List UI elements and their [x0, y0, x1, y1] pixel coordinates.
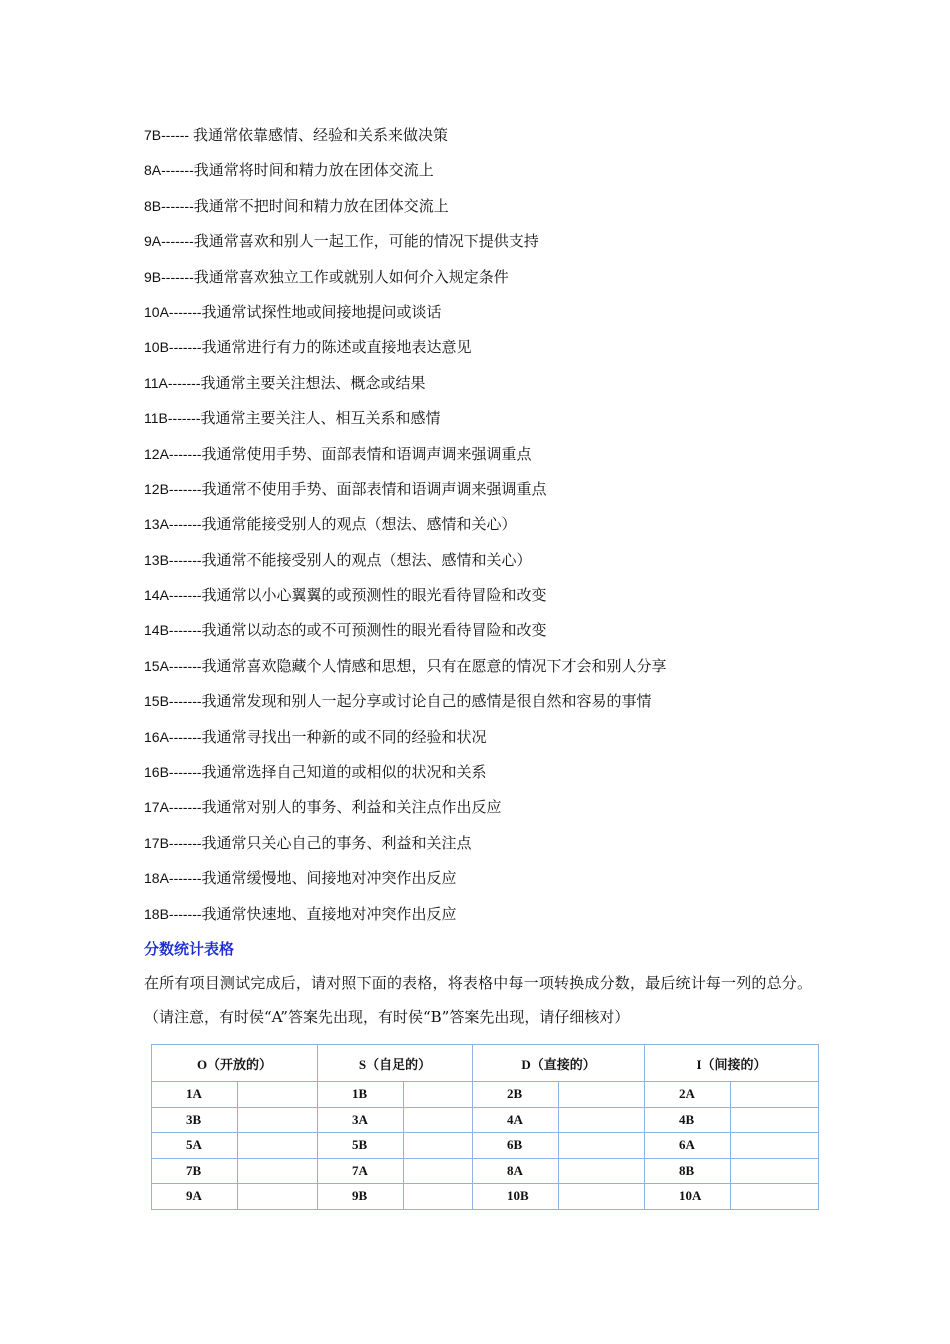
- statement-code: 17B-------: [144, 834, 202, 851]
- item-code-cell: 3B: [152, 1107, 238, 1133]
- column-header-o: O（开放的）: [152, 1045, 318, 1082]
- statement-code: 8B-------: [144, 197, 194, 214]
- statement-item: [144, 295, 824, 330]
- statement-list: [144, 118, 824, 932]
- statement-text: 我通常快速地、直接地对冲突作出反应: [201, 904, 457, 923]
- score-input-cell[interactable]: [238, 1107, 318, 1133]
- score-input-cell[interactable]: [238, 1158, 318, 1184]
- score-input-cell[interactable]: [238, 1184, 318, 1210]
- score-input-cell[interactable]: [404, 1082, 473, 1108]
- item-code-cell: 6A: [645, 1133, 731, 1159]
- statement-text: 我通常将时间和精力放在团体交流上: [193, 161, 434, 180]
- statement-text: 我通常只关心自己的事务、利益和关注点: [201, 833, 472, 852]
- statement-text: 我通常不把时间和精力放在团体交流上: [193, 196, 449, 215]
- statement-item: [144, 543, 824, 578]
- item-code-cell: 5A: [152, 1133, 238, 1159]
- statement-item: [144, 578, 824, 613]
- score-input-cell[interactable]: [559, 1158, 645, 1184]
- statement-text: 我通常依靠感情、经验和关系来做决策: [193, 126, 449, 144]
- statement-item: [144, 897, 824, 932]
- table-row: [152, 1107, 819, 1133]
- statement-text: 我通常寻找出一种新的或不同的经验和状况: [201, 727, 487, 746]
- score-input-cell[interactable]: [559, 1107, 645, 1133]
- table-row: [152, 1082, 819, 1108]
- statement-code: 13A-------: [144, 516, 202, 533]
- statement-text: 我通常对别人的事务、利益和关注点作出反应: [201, 798, 502, 817]
- statement-text: 我通常缓慢地、间接地对冲突作出反应: [201, 869, 457, 888]
- statement-item: [144, 720, 824, 755]
- score-input-cell[interactable]: [238, 1082, 318, 1108]
- statement-item: [144, 790, 824, 825]
- statement-code: 11A-------: [144, 374, 201, 391]
- statement-code: 10A-------: [144, 303, 202, 320]
- statement-item: [144, 649, 824, 684]
- statement-text: 我通常进行有力的陈述或直接地表达意见: [201, 338, 472, 357]
- statement-item: [144, 613, 824, 648]
- statement-text: 我通常主要关注想法、概念或结果: [200, 373, 426, 392]
- statement-code: 11B-------: [144, 410, 201, 427]
- statement-code: 12A-------: [144, 445, 202, 462]
- statement-text: 我通常以小心翼翼的或预测性的眼光看待冒险和改变: [201, 586, 547, 605]
- document-body: [144, 118, 824, 1034]
- item-code-cell: 2A: [645, 1082, 731, 1108]
- score-input-cell[interactable]: [559, 1082, 645, 1108]
- item-code-cell: 6B: [473, 1133, 559, 1159]
- statement-code: 14A-------: [144, 587, 202, 604]
- item-code-cell: 5B: [318, 1133, 404, 1159]
- score-input-cell[interactable]: [238, 1133, 318, 1159]
- statement-item: [144, 189, 824, 224]
- statement-text: 我通常不使用手势、面部表情和语调声调来强调重点: [201, 479, 547, 498]
- score-input-cell[interactable]: [404, 1158, 473, 1184]
- item-code-cell: 8A: [473, 1158, 559, 1184]
- column-header-i: I（间接的）: [645, 1045, 819, 1082]
- statement-item: [144, 826, 824, 861]
- score-input-cell[interactable]: [404, 1184, 473, 1210]
- statement-item: [144, 755, 824, 790]
- statement-code: 12B-------: [144, 480, 202, 497]
- instruction-paragraph: 在所有项目测试完成后，请对照下面的表格，将表格中每一项转换成分数，最后统计每一列的总分。（请注意，有时侯“A”答案先出现，有时侯“B”答案先出现，请仔细核对）: [144, 973, 812, 1026]
- item-code-cell: 9A: [152, 1184, 238, 1210]
- statement-text: 我通常发现和别人一起分享或讨论自己的感情是很自然和容易的事情: [201, 692, 652, 711]
- statement-text: 我通常主要关注人、相互关系和感情: [200, 409, 441, 428]
- score-input-cell[interactable]: [731, 1184, 819, 1210]
- statement-code: 15B-------: [144, 693, 202, 710]
- item-code-cell: 1B: [318, 1082, 404, 1108]
- table-header-row: [152, 1045, 819, 1082]
- statement-item: [144, 330, 824, 365]
- section-title: 分数统计表格: [144, 939, 235, 958]
- statement-code: 18B-------: [144, 905, 202, 922]
- item-code-cell: 2B: [473, 1082, 559, 1108]
- score-input-cell[interactable]: [559, 1184, 645, 1210]
- column-header-d: D（直接的）: [473, 1045, 645, 1082]
- statement-code: 16B-------: [144, 764, 202, 781]
- item-code-cell: 7A: [318, 1158, 404, 1184]
- statement-text: 我通常试探性地或间接地提问或谈话: [201, 302, 442, 321]
- score-input-cell[interactable]: [404, 1133, 473, 1159]
- statement-code: 8A-------: [144, 162, 194, 179]
- statement-text: 我通常选择自己知道的或相似的状况和关系: [201, 763, 487, 782]
- statement-item: [144, 507, 824, 542]
- table-row: [152, 1158, 819, 1184]
- statement-code: 7B------: [144, 127, 193, 143]
- table-row: [152, 1184, 819, 1210]
- statement-item: [144, 118, 824, 153]
- score-table: [151, 1044, 819, 1210]
- item-code-cell: 10A: [645, 1184, 731, 1210]
- score-input-cell[interactable]: [731, 1107, 819, 1133]
- statement-item: [144, 260, 824, 295]
- score-input-cell[interactable]: [731, 1133, 819, 1159]
- statement-item: [144, 401, 824, 436]
- item-code-cell: 9B: [318, 1184, 404, 1210]
- statement-code: 10B-------: [144, 339, 202, 356]
- statement-item: [144, 861, 824, 896]
- statement-item: [144, 224, 824, 259]
- statement-text: 我通常不能接受别人的观点（想法、感情和关心）: [201, 550, 532, 569]
- statement-code: 14B-------: [144, 622, 202, 639]
- score-input-cell[interactable]: [731, 1158, 819, 1184]
- column-header-s: S（自足的）: [318, 1045, 473, 1082]
- statement-item: [144, 153, 824, 188]
- statement-item: [144, 472, 824, 507]
- statement-code: 18A-------: [144, 870, 202, 887]
- statement-code: 9A-------: [144, 233, 194, 250]
- statement-code: 17A-------: [144, 799, 202, 816]
- statement-text: 我通常喜欢和别人一起工作，可能的情况下提供支持: [193, 232, 539, 251]
- statement-code: 16A-------: [144, 728, 202, 745]
- statement-text: 我通常以动态的或不可预测性的眼光看待冒险和改变: [201, 621, 547, 640]
- statement-code: 9B-------: [144, 268, 194, 285]
- statement-item: [144, 437, 824, 472]
- item-code-cell: 8B: [645, 1158, 731, 1184]
- item-code-cell: 3A: [318, 1107, 404, 1133]
- score-input-cell[interactable]: [731, 1082, 819, 1108]
- item-code-cell: 10B: [473, 1184, 559, 1210]
- table-row: [152, 1133, 819, 1159]
- statement-text: 我通常喜欢隐藏个人情感和思想，只有在愿意的情况下才会和别人分享: [201, 656, 667, 675]
- item-code-cell: 7B: [152, 1158, 238, 1184]
- statement-item: [144, 684, 824, 719]
- statement-code: 15A-------: [144, 657, 202, 674]
- statement-text: 我通常能接受别人的观点（想法、感情和关心）: [201, 515, 517, 534]
- statement-code: 13B-------: [144, 551, 202, 568]
- statement-text: 我通常使用手势、面部表情和语调声调来强调重点: [201, 444, 532, 463]
- item-code-cell: 4B: [645, 1107, 731, 1133]
- score-input-cell[interactable]: [559, 1133, 645, 1159]
- statement-item: [144, 366, 824, 401]
- statement-text: 我通常喜欢独立工作或就别人如何介入规定条件: [193, 267, 509, 286]
- score-input-cell[interactable]: [404, 1107, 473, 1133]
- item-code-cell: 4A: [473, 1107, 559, 1133]
- item-code-cell: 1A: [152, 1082, 238, 1108]
